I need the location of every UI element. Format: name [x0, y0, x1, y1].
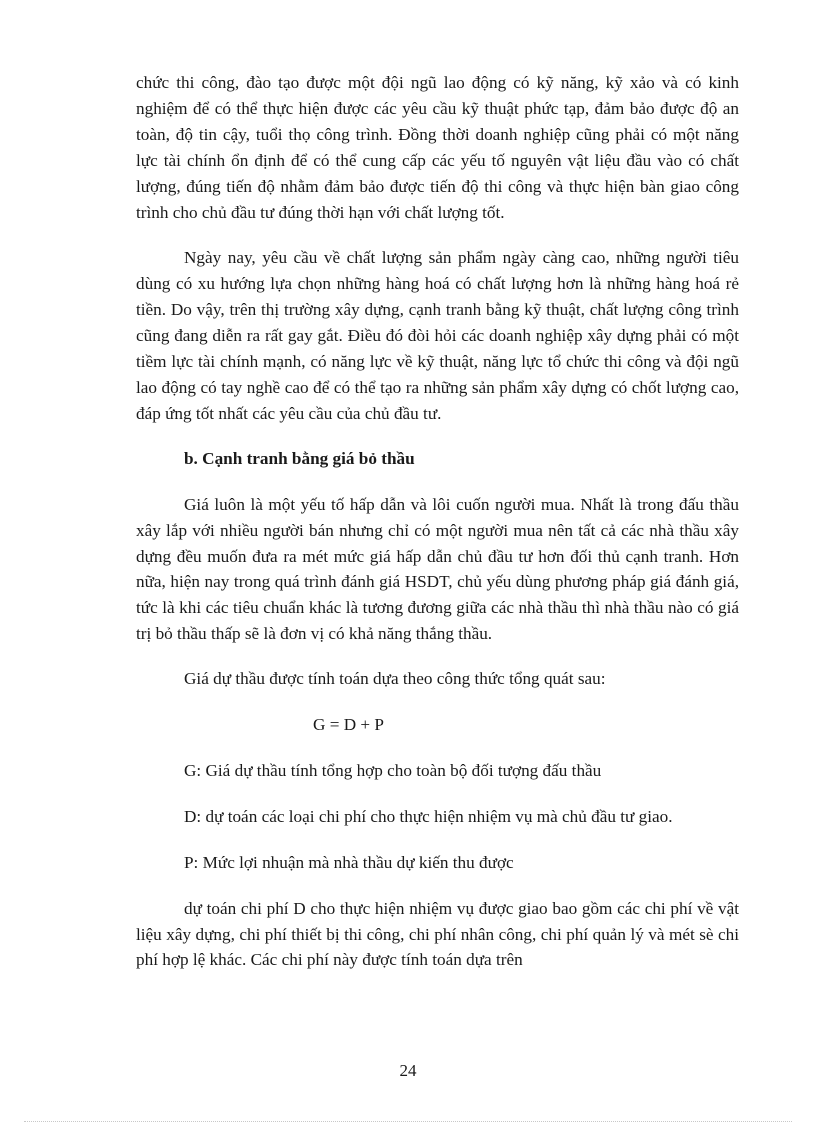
definition-g: G: Giá dự thầu tính tổng hợp cho toàn bộ đối tượng đấu thầu	[184, 760, 602, 780]
definition-p: P: Mức lợi nhuận mà nhà thầu dự kiến thu được	[184, 852, 514, 872]
page-body	[136, 70, 739, 992]
paragraph-5: dự toán chi phí D cho thực hiện nhiệm vụ được giao bao gồm các chi phí về vật liệu xây dựng, chi phí thiết bị thi công, chi phí nhân công, chi phí quản lý và mét sè chi phí hợp lệ khác. Các chi phí này được tính toán dựa trên	[136, 898, 739, 970]
section-heading: b. Cạnh tranh bằng giá bỏ thầu	[184, 448, 415, 468]
page-number: 24	[399, 1061, 417, 1080]
paragraph-3: Giá luôn là một yếu tố hấp dẫn và lôi cuốn người mua. Nhất là trong đấu thầu xây lắp với nhiều người bán nhưng chỉ có một người mua nên tất cả các nhà thầu xây dựng đều muốn đưa ra mét mức giá hấp dẫn chủ đầu tư hơn đối thủ cạnh tranh. Hơn nữa, hiện nay trong quá trình đánh giá HSDT, chủ yếu dùng phương pháp giá đánh giá, tức là khi các tiêu chuẩn khác là tương đương giữa các nhà thầu thì nhà thầu nào có giá trị bỏ thầu thấp sẽ là đơn vị có khả năng thắng thầu.	[136, 494, 739, 644]
paragraph-2: Ngày nay, yêu cầu về chất lượng sản phẩm ngày càng cao, những người tiêu dùng có xu hướng lựa chọn những hàng hoá có chất lượng hơn là những hàng hoá rẻ tiền. Do vậy, trên thị trường xây dựng, cạnh tranh bằng kỹ thuật, chất lượng công trình cũng đang diễn ra rất gay gắt. Điều đó đòi hỏi các doanh nghiệp xây dựng phải có một tiềm lực tài chính mạnh, có năng lực về kỹ thuật, năng lực tổ chức thi công và đội ngũ lao động có tay nghề cao để có thể tạo ra những sản phẩm xây dựng có chốt lượng cao, đáp ứng tốt nhất các yêu cầu của chủ đầu tư.	[136, 248, 739, 423]
formula: G = D + P	[313, 715, 384, 735]
paragraph-1: chức thi công, đào tạo được một đội ngũ lao động có kỹ năng, kỹ xảo và có kinh nghiệm để có thể thực hiện được các yêu cầu kỹ thuật phức tạp, đảm bảo được độ an toàn, độ tin cậy, tuổi thọ công trình. Đồng thời doanh nghiệp cũng phải có một năng lực tài chính ổn định để có thể cung cấp các yếu tố nguyên vật liệu đầu vào có chất lượng, đúng tiến độ nhằm đảm bảo được tiến độ thi công và thực hiện bàn giao công trình cho chủ đầu tư đúng thời hạn với chất lượng tốt.	[136, 73, 739, 222]
bottom-divider	[24, 1121, 792, 1122]
definition-d: D: dự toán các loại chi phí cho thực hiện nhiệm vụ mà chủ đầu tư giao.	[184, 806, 673, 826]
paragraph-4: Giá dự thầu được tính toán dựa theo công thức tổng quát sau:	[184, 669, 606, 689]
